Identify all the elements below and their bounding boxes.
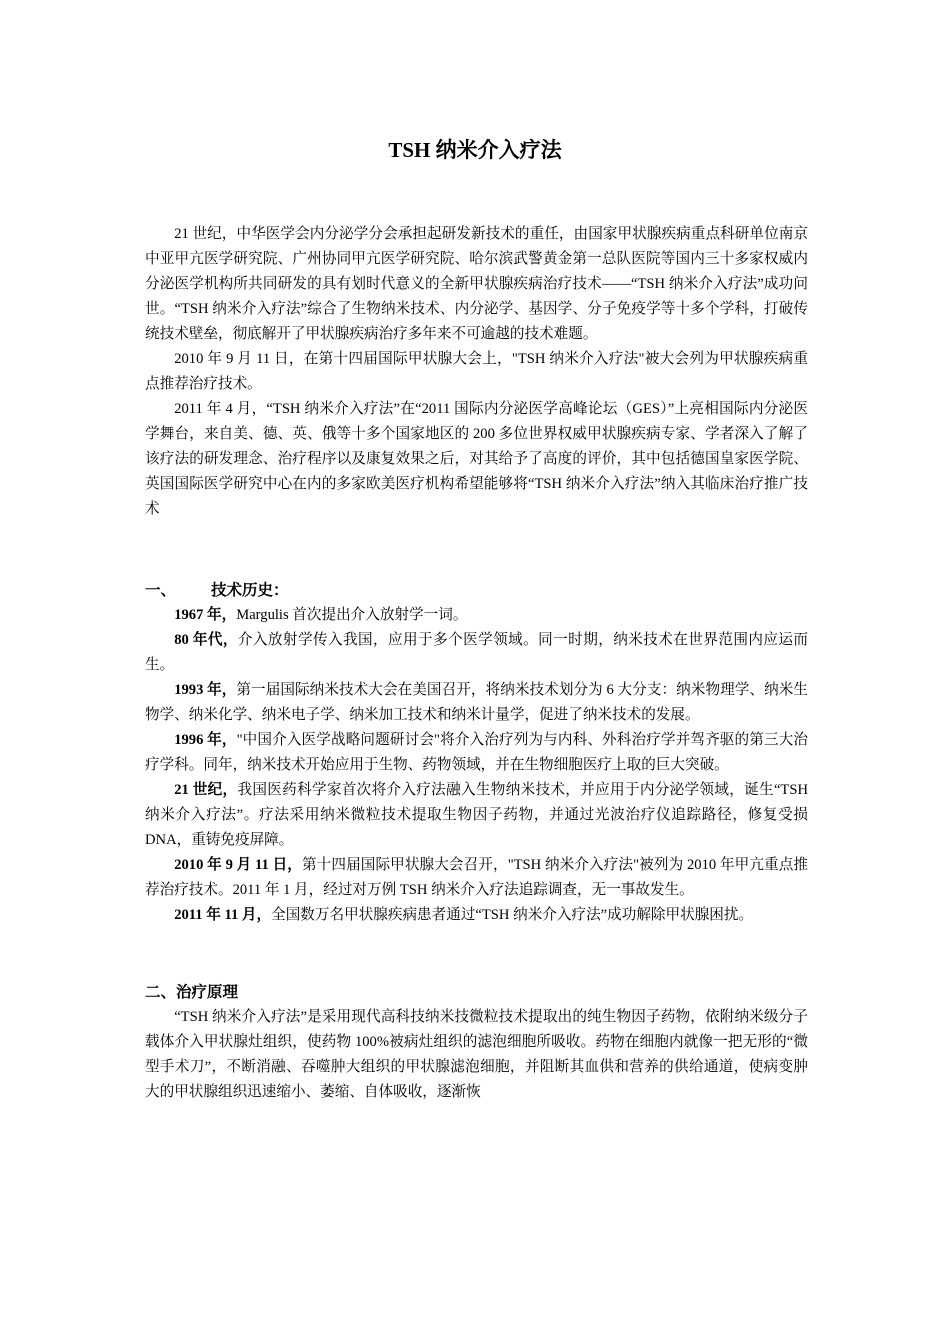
section-heading-principle: 二、治疗原理 bbox=[145, 984, 239, 1001]
history-text: 第十四届国际甲状腺大会召开，"TSH 纳米介入疗法"被列为 2010 年甲亢重点推荐治疗技术。2011 年 1 月，经过对万例 TSH 纳米介入疗法追踪调查，无一事故发生。 bbox=[145, 857, 809, 898]
history-item bbox=[145, 728, 808, 778]
intro-paragraph: 2011 年 4 月，“TSH 纳米介入疗法”在“2011 国际内分泌医学高峰论坛（GES）”上亮相国际内分泌医学舞台，来自美、德、英、俄等十多个国家地区的 200 多位世界权威甲状腺疾病专家、学者深入了解了该疗法的研发理念、治疗程序以及康复效果之后，对其给予了高度的评价，其中包括德国皇家医学院、英国国际医学研究中心在内的多家欧美医疗机构希望能够将“TSH 纳米介入疗法”纳入其临床治疗推广技术 bbox=[145, 401, 808, 517]
history-text: 我国医药科学家首次将介入疗法融入生物纳米技术，并应用于内分泌学领域，诞生“TSH 纳米介入疗法”。疗法采用纳米微粒技术提取生物因子药物，并通过光波治疗仪追踪路径，修复受损 DNA，重铸免疫屏障。 bbox=[145, 782, 808, 848]
history-item bbox=[145, 603, 808, 628]
document-title: TSH 纳米介入疗法 bbox=[388, 138, 562, 162]
history-year: 1993 年， bbox=[174, 682, 237, 698]
history-year: 1996 年， bbox=[174, 732, 237, 748]
document-body bbox=[145, 222, 808, 1105]
section-number: 一、 bbox=[145, 582, 177, 599]
history-year: 2010 年 9 月 11 日， bbox=[174, 857, 302, 873]
history-item bbox=[145, 853, 808, 903]
principle-paragraph: “TSH 纳米介入疗法”是采用现代高科技纳米技微粒技术提取出的纯生物因子药物，依附纳米级分子载体介入甲状腺灶组织，使药物 100%被病灶组织的滤泡细胞所吸收。药物在细胞内就像一把无形的“微型手术刀”，不断消融、吞噬肿大组织的甲状腺滤泡细胞，并阻断其血供和营养的供给通道，使病变肿大的甲状腺组织迅速缩小、萎缩、自体吸收，逐渐恢 bbox=[145, 1009, 808, 1100]
section-title: 技术历史： bbox=[211, 582, 289, 599]
section-heading-history bbox=[145, 578, 808, 603]
history-item bbox=[145, 678, 808, 728]
intro-paragraph: 2010 年 9 月 11 日，在第十四届国际甲状腺大会上，"TSH 纳米介入疗法"被大会列为甲状腺疾病重点推荐治疗技术。 bbox=[145, 351, 808, 392]
history-text: "中国介入医学战略问题研讨会"将介入治疗列为与内科、外科治疗学并驾齐驱的第三大治疗学科。同年，纳米技术开始应用于生物、药物领域，并在生物细胞医疗上取的巨大突破。 bbox=[145, 732, 808, 773]
intro-paragraph: 21 世纪，中华医学会内分泌学分会承担起研发新技术的重任，由国家甲状腺疾病重点科研单位南京中亚甲亢医学研究院、广州协同甲亢医学研究院、哈尔滨武警黄金第一总队医院等国内三十多家权威内分泌医学机构所共同研发的具有划时代意义的全新甲状腺疾病治疗技术——“TSH 纳米介入疗法”成功问世。“TSH 纳米介入疗法”综合了生物纳米技术、内分泌学、基因学、分子免疫学等十多个学科，打破传统技术壁垒，彻底解开了甲状腺疾病治疗多年来不可逾越的技术难题。 bbox=[145, 226, 808, 342]
history-item bbox=[145, 778, 808, 853]
history-year: 1967 年， bbox=[174, 607, 237, 623]
history-text: Margulis 首次提出介入放射学一词。 bbox=[236, 607, 468, 623]
history-text: 第一届国际纳米技术大会在美国召开，将纳米技术划分为 6 大分支：纳米物理学、纳米生物学、纳米化学、纳米电子学、纳米加工技术和纳米计量学，促进了纳米技术的发展。 bbox=[145, 682, 808, 723]
history-year: 2011 年 11 月， bbox=[174, 907, 272, 923]
history-item bbox=[145, 903, 808, 928]
history-text: 介入放射学传入我国，应用于多个医学领域。同一时期，纳米技术在世界范围内应运而生。 bbox=[145, 632, 808, 673]
history-year: 21 世纪， bbox=[174, 782, 238, 798]
history-text: 全国数万名甲状腺疾病患者通过“TSH 纳米介入疗法”成功解除甲状腺困扰。 bbox=[271, 907, 754, 923]
history-year: 80 年代， bbox=[174, 632, 238, 648]
history-item bbox=[145, 628, 808, 678]
